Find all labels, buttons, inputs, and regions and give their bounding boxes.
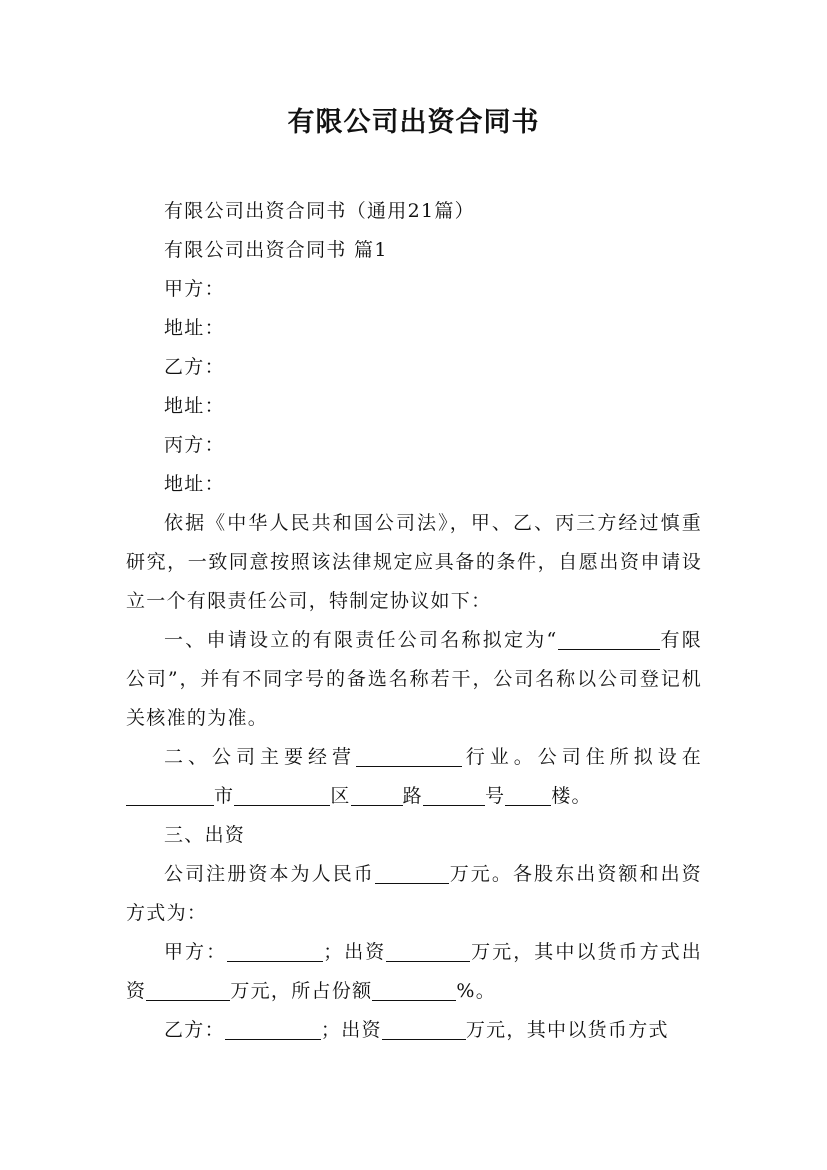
blank-business-line [356,746,462,767]
section-heading: 有限公司出资合同书 篇1 [164,239,388,261]
party-a-text-e: %。 [456,980,497,1002]
document-body [126,192,702,1050]
article-2-text-d: 区 [330,785,351,807]
party-a-label: 甲方： [164,278,225,300]
blank-registered-capital [375,863,449,884]
party-b-contribution-label: 乙方： [164,1019,225,1041]
blank-party-a-amount [386,941,470,962]
blank-district [234,785,330,806]
party-b-address: 地址： [164,395,225,417]
party-a-contribution-paragraph [126,933,702,1011]
article-2-text-a: 二、公司主要经营 [164,746,356,768]
article-2-text-f: 号 [484,785,506,807]
party-c-address: 地址： [164,473,225,495]
blank-road [351,785,403,806]
blank-party-b-name [225,1019,321,1040]
party-b-text-c: 万元，其中以货币方式 [465,1019,669,1041]
article-2-text-g: 楼。 [551,785,592,807]
article-1-text-b: 有限公司”，并有不同字号的备选名称若干，公司名称以公司登记机关核准的为准。 [126,629,702,729]
capital-text-a: 公司注册资本为人民币 [164,863,375,885]
party-a-text-d: 万元，所占份额 [230,980,373,1002]
blank-party-a-cash [146,980,230,1001]
party-a-text-b: ；出资 [323,941,387,963]
document-title: 有限公司出资合同书 [287,107,540,138]
party-a-address: 地址： [164,317,225,339]
registered-capital-paragraph [126,855,702,933]
blank-party-a-share [372,980,456,1001]
article-3-heading: 三、出资 [164,824,246,846]
party-a-contribution-label: 甲方： [164,941,228,963]
blank-party-b-amount [382,1019,466,1040]
blank-party-a-name [227,941,323,962]
subtitle: 有限公司出资合同书（通用21篇） [164,200,475,222]
article-2-paragraph [126,738,702,816]
party-c-label: 丙方： [164,434,225,456]
blank-company-name [558,629,660,650]
blank-city [126,785,214,806]
blank-building [505,785,551,806]
article-2-text-b: 行业。公司住所拟设在 [462,746,702,768]
article-2-text-e: 路 [402,785,423,807]
article-1-paragraph [126,621,702,738]
party-a-text-c: 万元，其中以货币方式出资 [126,941,703,1002]
article-2-text-c: 市 [214,785,235,807]
party-b-text-b: ；出资 [320,1019,382,1041]
party-b-contribution-paragraph [126,1011,702,1050]
party-b-label: 乙方： [164,356,225,378]
preamble-paragraph: 依据《中华人民共和国公司法》，甲、乙、丙三方经过慎重研究，一致同意按照该法律规定应具备的条件，自愿出资申请设立一个有限责任公司，特制定协议如下： [126,512,702,612]
article-1-text-a: 一、申请设立的有限责任公司名称拟定为“ [164,629,558,651]
blank-number [423,785,485,806]
capital-text-b: 万元。各股东出资额和出资方式为： [126,863,702,924]
